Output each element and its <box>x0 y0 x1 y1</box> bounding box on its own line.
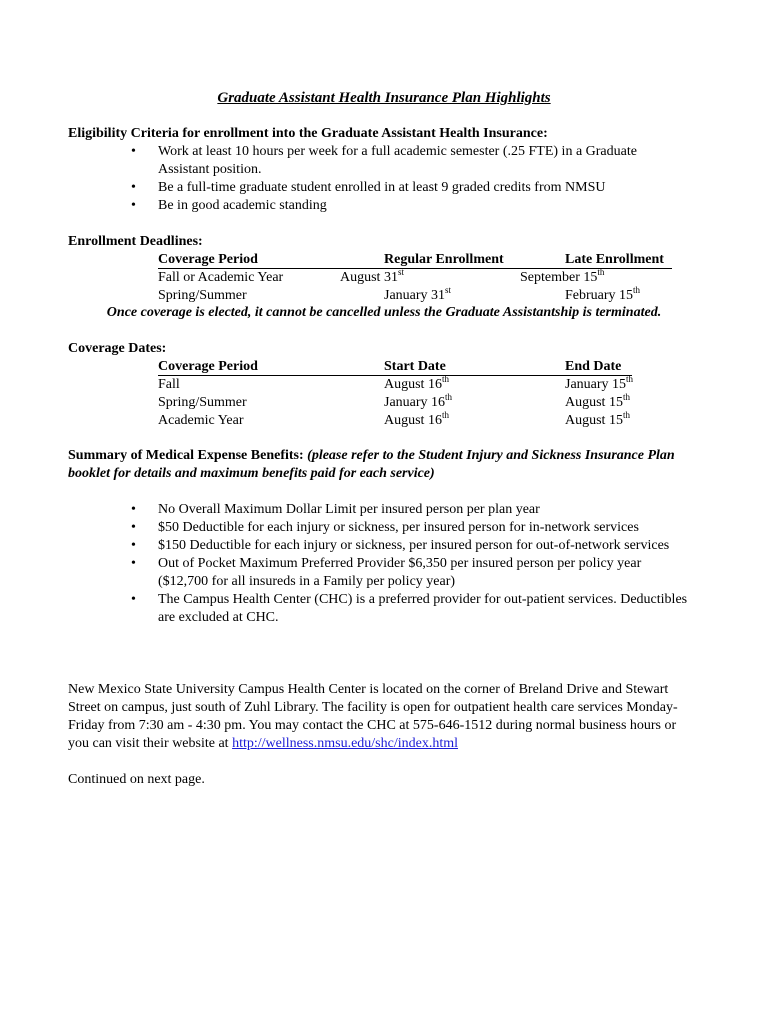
list-item: • $150 Deductible for each injury or sickness, per insured person for out-of-network services <box>131 537 691 555</box>
enrollment-heading: Enrollment Deadlines: <box>68 234 203 249</box>
list-item: • $50 Deductible for each injury or sickness, per insured person for in-network services <box>131 519 691 537</box>
table-header-cell: Late Enrollment <box>565 252 664 267</box>
list-item: • Work at least 10 hours per week for a full academic semester (.25 FTE) in a Graduate Assistant position. <box>131 143 691 179</box>
table-header-cell: Start Date <box>384 359 446 374</box>
page-title: Graduate Assistant Health Insurance Plan Highlights <box>217 90 551 106</box>
chc-website-link[interactable]: http://wellness.nmsu.edu/shc/index.html <box>232 736 459 751</box>
table-cell: January 16th <box>384 392 453 410</box>
continued-note: Continued on next page. <box>68 772 205 787</box>
table-cell: Academic Year <box>158 413 244 428</box>
table-header-cell: Coverage Period <box>158 359 258 374</box>
chc-paragraph: New Mexico State University Campus Health Center is located on the corner of Breland Drive and Stewart Street on campus, just south of Zuhl Library. The facility is open for outpatient health care services Monday-Friday from 7:30 am - 4:30 pm. You may contact the CHC at 575-646-1512 during normal business hours or you can visit their website at http://wellness.nmsu.edu/shc/index.html <box>68 682 678 751</box>
list-item: • No Overall Maximum Dollar Limit per insured person per plan year <box>131 501 691 519</box>
list-item: • Be in good academic standing <box>131 197 691 215</box>
table-cell: February 15th <box>565 285 641 303</box>
table-cell: Spring/Summer <box>158 395 247 410</box>
table-cell: August 15th <box>565 410 630 428</box>
cancellation-note: Once coverage is elected, it cannot be cancelled unless the Graduate Assistantship is terminated. <box>106 305 662 320</box>
table-cell: August 15th <box>565 392 630 410</box>
list-item: • The Campus Health Center (CHC) is a preferred provider for out-patient services. Deductibles are excluded at CHC. <box>131 591 691 627</box>
coverage-heading: Coverage Dates: <box>68 341 167 356</box>
table-header-cell: Coverage Period <box>158 252 258 267</box>
table-cell: Fall or Academic Year <box>158 270 284 285</box>
table-header-cell: Regular Enrollment <box>384 252 504 267</box>
list-item: • Out of Pocket Maximum Preferred Provider $6,350 per insured person per policy year ($12,700 for all insureds in a Family per policy year) <box>131 555 691 591</box>
summary-note: (please refer to the Student Injury and Sickness Insurance Plan booklet for details and maximum benefits paid for each service) <box>68 448 675 481</box>
table-cell: Spring/Summer <box>158 288 247 303</box>
summary-heading: Summary of Medical Expense Benefits: <box>68 448 304 463</box>
table-cell: August 31st <box>340 267 404 285</box>
summary-heading-block <box>68 447 708 483</box>
table-cell: January 31st <box>384 285 452 303</box>
table-cell: September 15th <box>520 267 605 285</box>
eligibility-list <box>131 143 691 215</box>
eligibility-heading: Eligibility Criteria for enrollment into the Graduate Assistant Health Insurance: <box>68 126 548 141</box>
table-cell: August 16th <box>384 410 449 428</box>
benefits-list <box>131 501 691 627</box>
table-cell: January 15th <box>565 374 634 392</box>
list-item: • Be a full-time graduate student enrolled in at least 9 graded credits from NMSU <box>131 179 691 197</box>
table-cell: Fall <box>158 377 180 392</box>
table-header-cell: End Date <box>565 359 622 374</box>
table-cell: August 16th <box>384 374 449 392</box>
